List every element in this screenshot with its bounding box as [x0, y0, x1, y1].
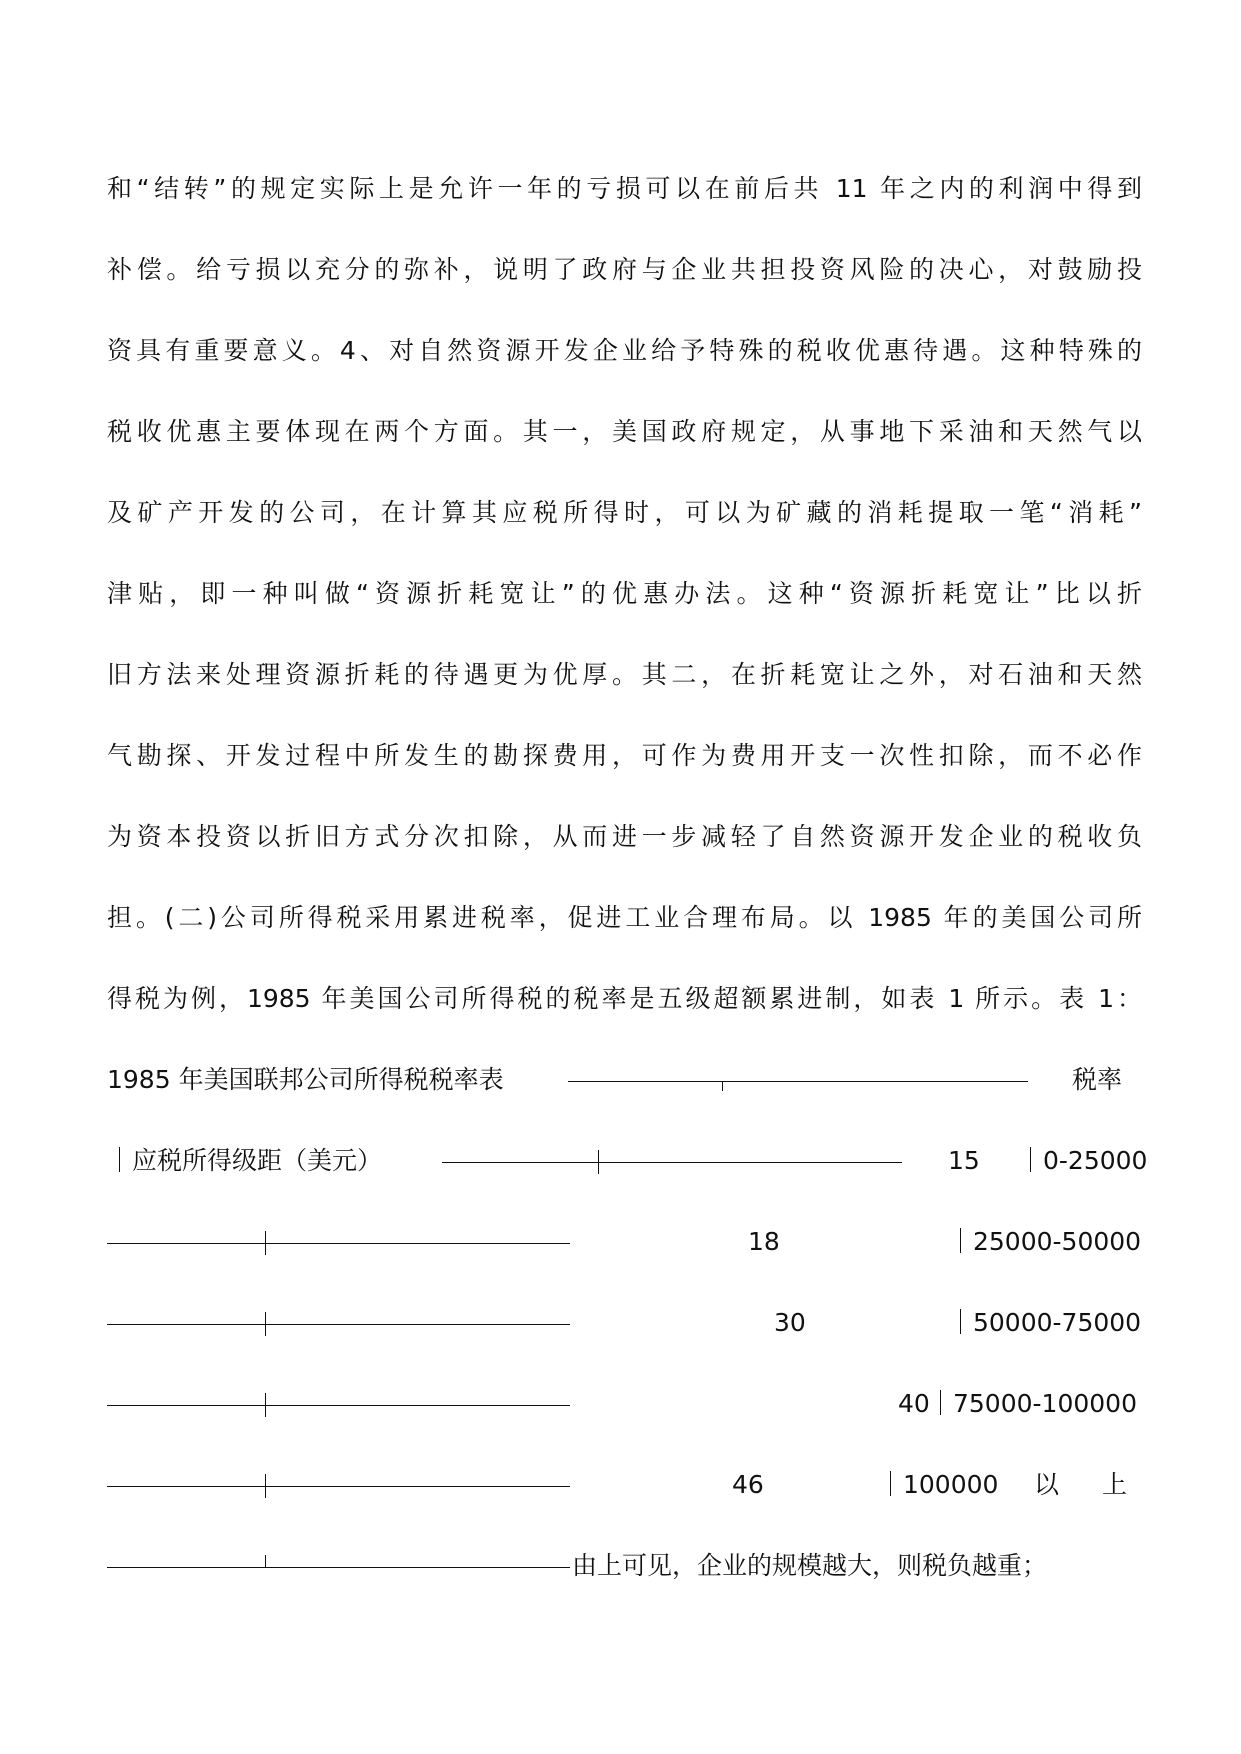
table-rule-tick: [722, 1081, 723, 1091]
paragraph-line-4: 税收优惠主要体现在两个方面。其一，美国政府规定，从事地下采油和天然气以: [107, 417, 1142, 446]
table-caption: 1985 年美国联邦公司所得税税率表: [107, 1065, 504, 1094]
paragraph-line-9: 为资本投资以折旧方式分次扣除，从而进一步减轻了自然资源开发企业的税收负: [107, 822, 1142, 851]
paragraph-line-1: 和“结转”的规定实际上是允许一年的亏损可以在前后共 11 年之内的利润中得到: [107, 174, 1142, 203]
table-suffix-2: 上: [1102, 1470, 1128, 1499]
table-header-bracket: ｜应税所得级距（美元）: [107, 1146, 383, 1175]
paragraph-line-5: 及矿产开发的公司，在计算其应税所得时，可以为矿藏的消耗提取一笔“消耗”: [107, 498, 1142, 527]
table-rule: [568, 1081, 1028, 1082]
table-rule: [107, 1405, 570, 1406]
table-rule: [107, 1324, 570, 1325]
table-rule: [107, 1243, 570, 1244]
table-rule: [107, 1486, 570, 1487]
table-bracket-cell: ｜75000-100000: [928, 1389, 1137, 1418]
paragraph-line-10: 担。(二)公司所得税采用累进税率，促进工业合理布局。以 1985 年的美国公司所: [107, 903, 1142, 932]
table-rule-tick: [265, 1474, 266, 1498]
table-rule-tick: [598, 1150, 599, 1174]
table-rate-cell: 18: [748, 1227, 780, 1256]
table-rule-tick: [265, 1393, 266, 1417]
paragraph-line-6: 津贴，即一种叫做“资源折耗宽让”的优惠办法。这种“资源折耗宽让”比以折: [107, 579, 1142, 608]
table-rule: [442, 1162, 902, 1163]
paragraph-line-3: 资具有重要意义。4、对自然资源开发企业给予特殊的税收优惠待遇。这种特殊的: [107, 336, 1142, 365]
table-rule-tick: [265, 1555, 266, 1567]
table-rule-tick: [265, 1312, 266, 1336]
table-bracket-cell: ｜0-25000: [1018, 1146, 1148, 1175]
table-bracket-cell: ｜50000-75000: [948, 1308, 1142, 1337]
paragraph-line-11: 得税为例，1985 年美国公司所得税的税率是五级超额累进制，如表 1 所示。表 1：: [107, 984, 1142, 1013]
table-suffix-1: 以: [1034, 1470, 1060, 1499]
table-rate-cell: 15: [948, 1146, 980, 1175]
table-rate-cell: 46: [732, 1470, 764, 1499]
closing-text: 由上可见，企业的规模越大，则税负越重；: [572, 1551, 1048, 1580]
table-bracket-cell: ｜25000-50000: [948, 1227, 1142, 1256]
table-rate-cell: 30: [774, 1308, 806, 1337]
paragraph-line-2: 补偿。给亏损以充分的弥补，说明了政府与企业共担投资风险的决心，对鼓励投: [107, 255, 1142, 284]
table-rate-cell: 40: [898, 1389, 930, 1418]
table-rule-tick: [265, 1231, 266, 1255]
table-bottom-rule: [107, 1567, 570, 1568]
paragraph-line-7: 旧方法来处理资源折耗的待遇更为优厚。其二，在折耗宽让之外，对石油和天然: [107, 660, 1142, 689]
table-bracket-cell: ｜100000: [878, 1470, 999, 1499]
paragraph-line-8: 气勘探、开发过程中所发生的勘探费用，可作为费用开支一次性扣除，而不必作: [107, 741, 1142, 770]
table-header-rate: 税率: [1072, 1065, 1123, 1094]
